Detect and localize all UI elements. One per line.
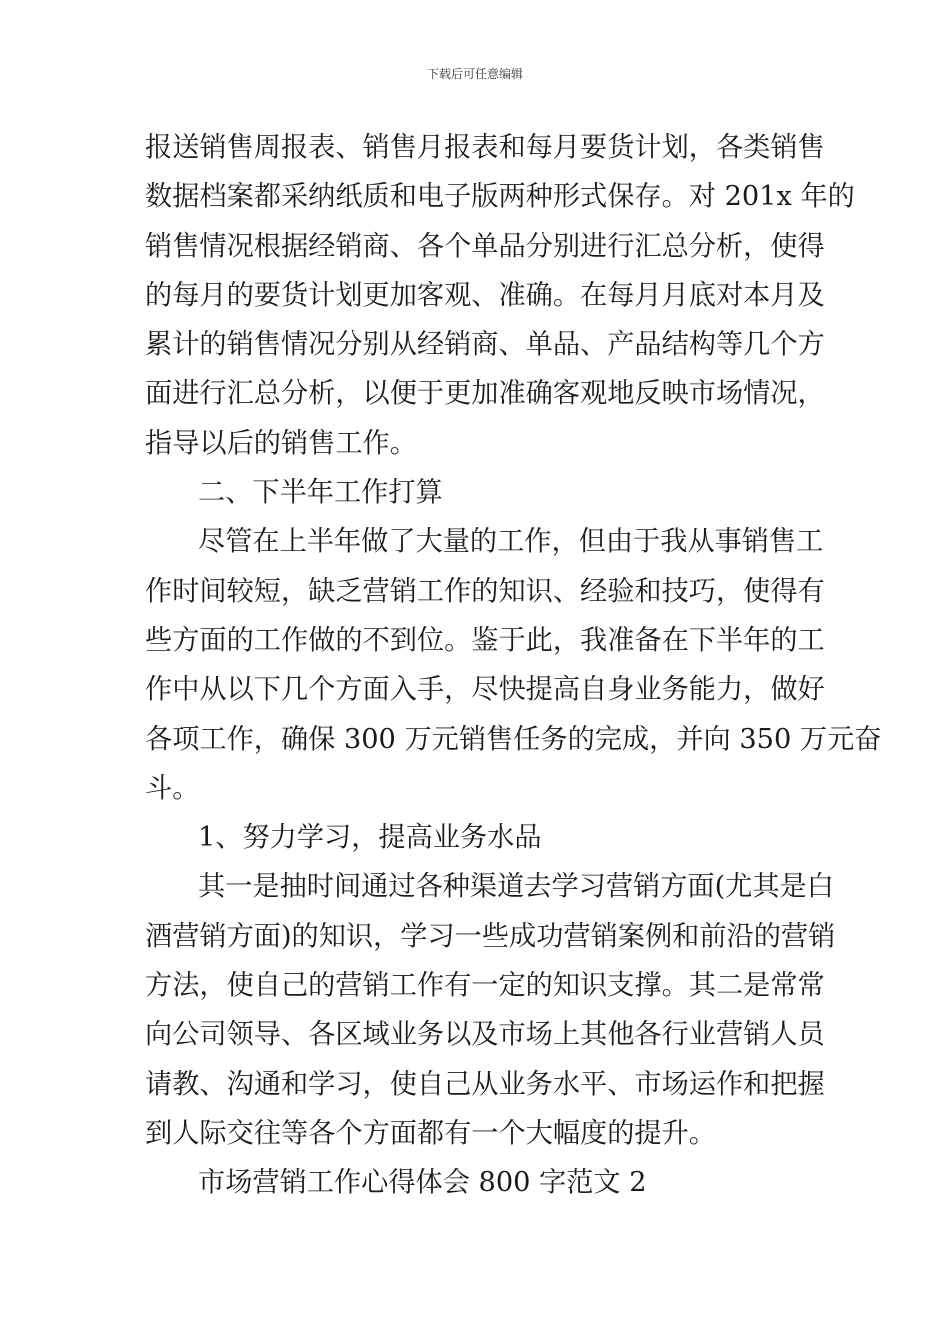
section-heading: 二、下半年工作打算 — [198, 477, 443, 509]
body-text-line: 作中从以下几个方面入手，尽快提高自身业务能力，做好 — [145, 674, 825, 706]
body-text-line: 方法，使自己的营销工作有一定的知识支撑。其二是常常 — [145, 970, 825, 1002]
body-text-line: 尽管在上半年做了大量的工作，但由于我从事销售工 — [198, 526, 824, 558]
body-text-line: 销售情况根据经销商、各个单品分别进行汇总分析，使得 — [145, 230, 825, 262]
subsection-heading: 1、努力学习，提高业务水品 — [198, 822, 542, 854]
body-text-line: 的每月的要货计划更加客观、准确。在每月月底对本月及 — [145, 279, 825, 311]
body-text-line: 酒营销方面)的知识，学习一些成功营销案例和前沿的营销 — [145, 920, 836, 952]
next-article-title: 市场营销工作心得体会 800 字范文 2 — [198, 1167, 647, 1199]
body-text-line: 些方面的工作做的不到位。鉴于此，我准备在下半年的工 — [145, 624, 825, 656]
document-body — [145, 123, 882, 1208]
body-text-line: 其一是抽时间通过各种渠道去学习营销方面(尤其是白 — [198, 871, 834, 903]
body-text-line: 请教、沟通和学习，使自己从业务水平、市场运作和把握 — [145, 1068, 825, 1100]
body-text-line: 面进行汇总分析，以便于更加准确客观地反映市场情况， — [145, 378, 825, 410]
body-text-line: 到人际交往等各个方面都有一个大幅度的提升。 — [145, 1117, 716, 1149]
body-text-line: 作时间较短，缺乏营销工作的知识、经验和技巧，使得有 — [145, 575, 825, 607]
body-text-line: 斗。 — [145, 772, 200, 804]
body-text-line: 累计的销售情况分别从经销商、单品、产品结构等几个方 — [145, 329, 825, 361]
body-text-line: 各项工作，确保 300 万元销售任务的完成，并向 350 万元奋 — [145, 723, 882, 755]
body-text-line: 报送销售周报表、销售月报表和每月要货计划，各类销售 — [145, 132, 825, 163]
page-header-note: 下载后可任意编辑 — [426, 67, 523, 81]
body-text-line: 向公司领导、各区域业务以及市场上其他各行业营销人员 — [145, 1019, 825, 1051]
body-text-line: 数据档案都采纳纸质和电子版两种形式保存。对 201x 年的 — [145, 181, 855, 213]
body-text-line: 指导以后的销售工作。 — [145, 427, 417, 459]
